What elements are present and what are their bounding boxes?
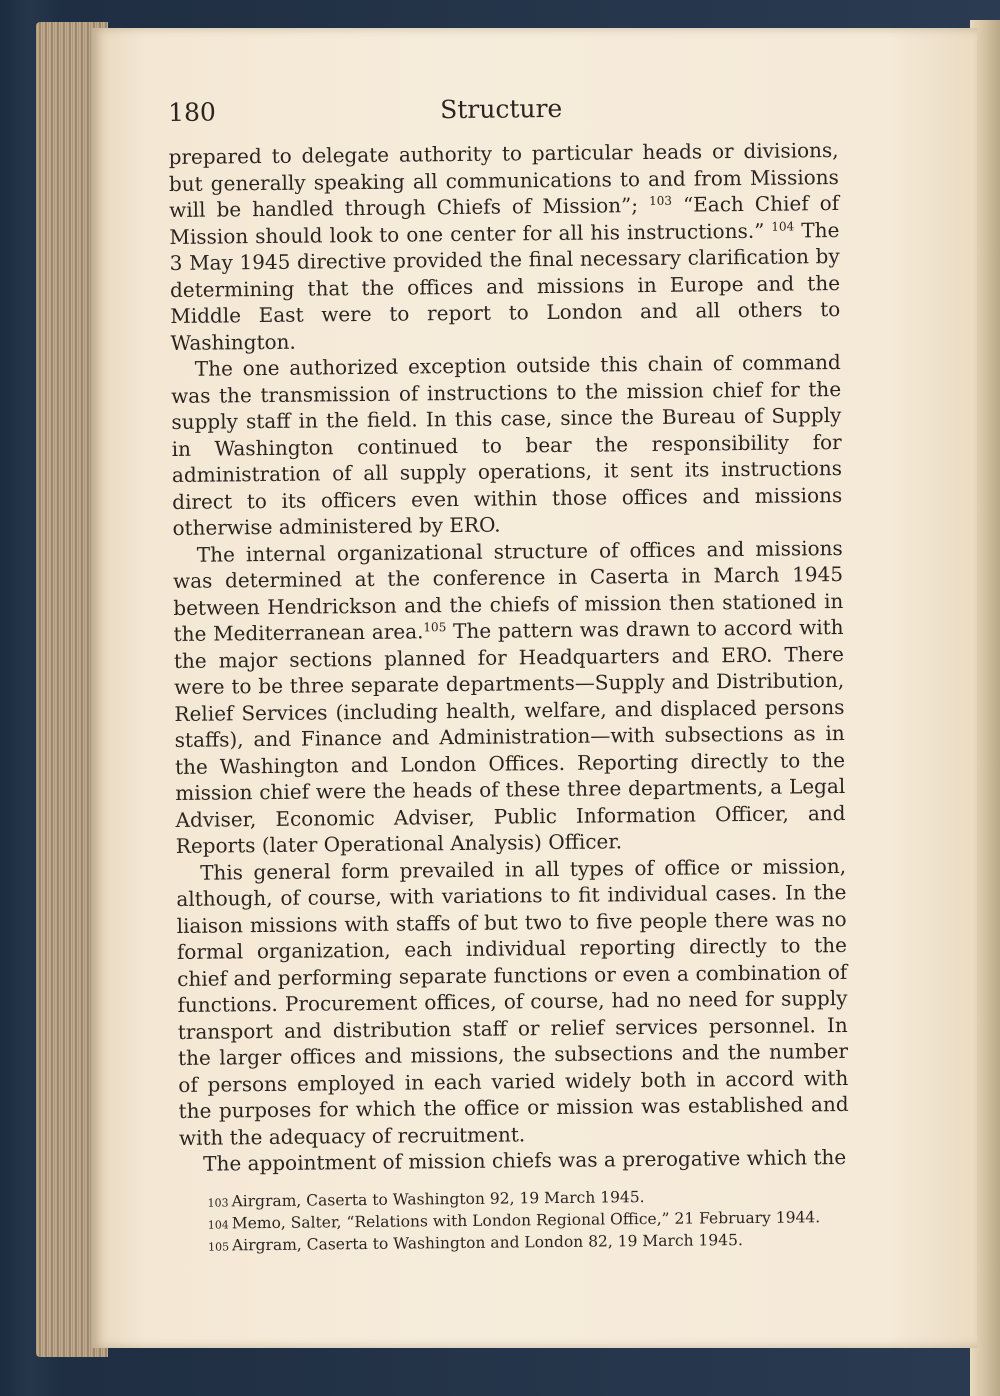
running-head-title: Structure: [439, 93, 563, 125]
paragraph-text: The internal organizational structure of offices and missions was determined at the conference in Caserta in March 1945 between Hendrickson and the chiefs of mission then stationed in the Mediterranean area.: [172, 535, 844, 646]
page-text: [168, 91, 850, 1257]
footnote-number: 105: [207, 1239, 230, 1254]
footnote-text: Memo, Salter, “Relations with London Regional Office,” 21 February 1944.: [231, 1207, 821, 1232]
footnote-reference: 103: [648, 193, 673, 208]
footnotes: [179, 1184, 850, 1257]
paragraph: [179, 1144, 849, 1178]
paragraph: [168, 137, 840, 356]
paragraph-text: The one authorized exception outside this chain of command was the transmission of instructions to the mission chief for the supply staff in the field. In this case, since the Bureau of Supply in Washington continued to bear the responsibility for administration of all supply operations, it sent its instructions direct to its officers even within those offices and missions otherwise administered by ERO.: [170, 349, 843, 540]
paragraph: [173, 534, 846, 859]
paragraph-text: “Each Chief of Mission should look to one center for all his instructions.”: [169, 190, 840, 249]
footnote-number: 103: [207, 1195, 229, 1210]
footnote-text: Airgram, Caserta to Washington 92, 19 March 1945.: [231, 1187, 645, 1210]
paragraph: [171, 349, 843, 542]
body-text: [168, 137, 849, 1177]
footnote-reference: 105: [423, 620, 447, 635]
page-number: 180: [168, 97, 217, 127]
footnote-reference: 104: [771, 218, 795, 234]
paragraph-text: The appointment of mission chiefs was a prerogative which the: [203, 1144, 847, 1176]
footnote-text: Airgram, Caserta to Washington and London 82, 19 March 1945.: [231, 1230, 743, 1254]
paragraph-text: The pattern was drawn to accord with the major sections planned for Headquarters and ERO. There were to be three separate departments—Supply and Distribution, Relief Services (including health, welfare, and displaced persons staffs), and Finance and Administration—with subsections as in the Washington and London Offices. Reporting directly to the mission chief were the heads of these three departments, a Legal Adviser, Economic Adviser, Public Information Officer, and Reports (later Operational Analysis) Officer.: [173, 614, 846, 858]
footnote-number: 104: [207, 1217, 229, 1232]
paragraph-text: prepared to delegate authority to particular heads or divisions, but generally speaking all communications to and from Missions will be handled through Chiefs of Mission”;: [168, 137, 839, 222]
running-head: [168, 91, 838, 144]
paragraph-text: This general form prevailed in all types of office or mission, although, of course, with variations to fit individual cases. In the liaison missions with staffs of but two to five people there was no formal organization, each individual reporting directly to the chief and performing separate functions or even a combination of functions. Procurement offices, of course, had no need for supply transport and distribution staff or relief services personnel. In the larger offices and missions, the subsections and the number of persons employed in each varied widely both in accord with the purposes for which the office or mission was established and with the adequacy of recruitment.: [176, 853, 849, 1150]
paragraph: [176, 852, 849, 1151]
paragraph-text: The 3 May 1945 directive provided the final necessary clarification by determining that the offices and missions in Europe and the Middle East were to report to London and all others to Washington.: [169, 217, 841, 355]
